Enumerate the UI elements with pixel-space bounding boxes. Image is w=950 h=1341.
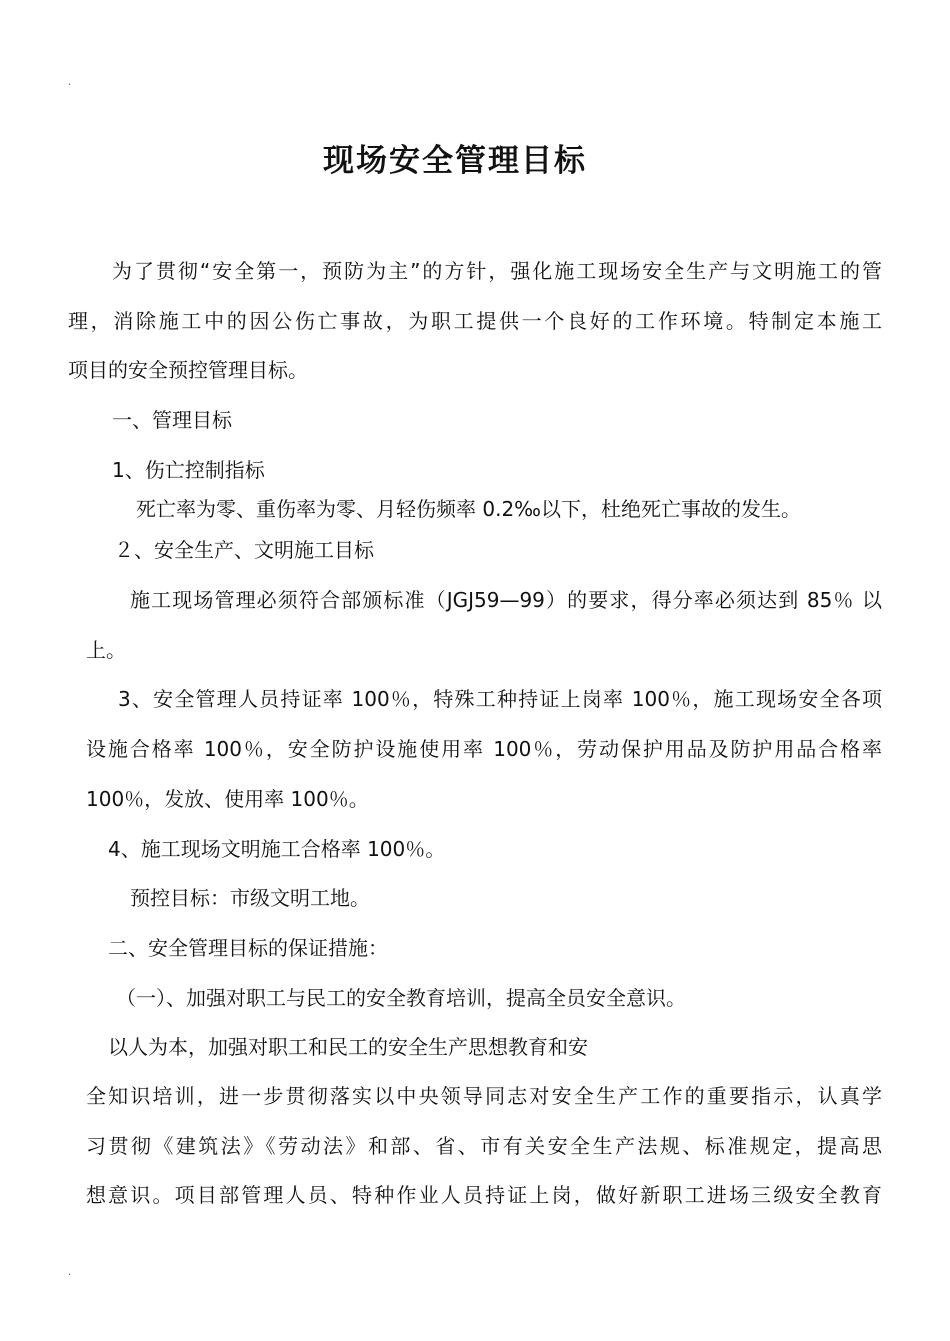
body-line-standard: 施工现场管理必须符合部颁标准（JGJ59—99）的要求，得分率必须达到 85％ 以 — [130, 588, 882, 612]
body-line-item3-cont1: 设施合格率 100％，安全防护设施使用率 100％，劳动保护用品及防护用品合格率 — [86, 737, 882, 761]
body-line-education-4: 想意识。项目部管理人员、特种作业人员持证上岗，做好新职工进场三级安全教育 — [86, 1183, 882, 1207]
item-heading-safety-civilization: ２、安全生产、文明施工目标 — [114, 538, 374, 562]
body-line-item4: 4、施工现场文明施工合格率 100％。 — [108, 837, 446, 861]
body-line-education-1: 以人为本，加强对职工和民工的安全生产思想教育和安 — [108, 1035, 588, 1059]
body-line-target: 预控目标：市级文明工地。 — [130, 886, 370, 910]
section-heading-management-goals: 一、管理目标 — [112, 408, 232, 432]
document-title: 现场安全管理目标 — [323, 143, 587, 179]
body-line-education-3: 习贯彻《建筑法》《劳动法》和部、省、市有关安全生产法规、标准规定，提高思 — [86, 1134, 882, 1158]
body-line-3: 项目的安全预控管理目标。 — [68, 358, 308, 382]
body-line-1: 为了贯彻“安全第一，预防为主”的方针，强化施工现场安全生产与文明施工的管 — [112, 259, 882, 283]
body-line-2: 理，消除施工中的因公伤亡事故，为职工提供一个良好的工作环境。特制定本施工 — [68, 309, 882, 333]
top-page-marker: . — [68, 77, 72, 88]
body-line-item3-cont2: 100％，发放、使用率 100％。 — [86, 787, 369, 811]
body-line-item3: 3、安全管理人员持证率 100％，特殊工种持证上岗率 100％，施工现场安全各项 — [118, 687, 882, 711]
body-line-casualty: 死亡率为零、重伤率为零、月轻伤频率 0.2‰以下，杜绝死亡事故的发生。 — [136, 497, 801, 521]
section-heading-measures: 二、安全管理目标的保证措施： — [108, 936, 388, 960]
body-line-standard-cont: 上。 — [86, 638, 126, 662]
bottom-page-marker: . — [68, 1267, 72, 1278]
item-heading-casualty-control: 1、伤亡控制指标 — [112, 458, 265, 482]
body-line-education-2: 全知识培训，进一步贯彻落实以中央领导同志对安全生产工作的重要指示，认真学 — [86, 1084, 882, 1108]
subsection-heading-education: （一）、加强对职工与民工的安全教育培训，提高全员安全意识。 — [116, 986, 686, 1010]
